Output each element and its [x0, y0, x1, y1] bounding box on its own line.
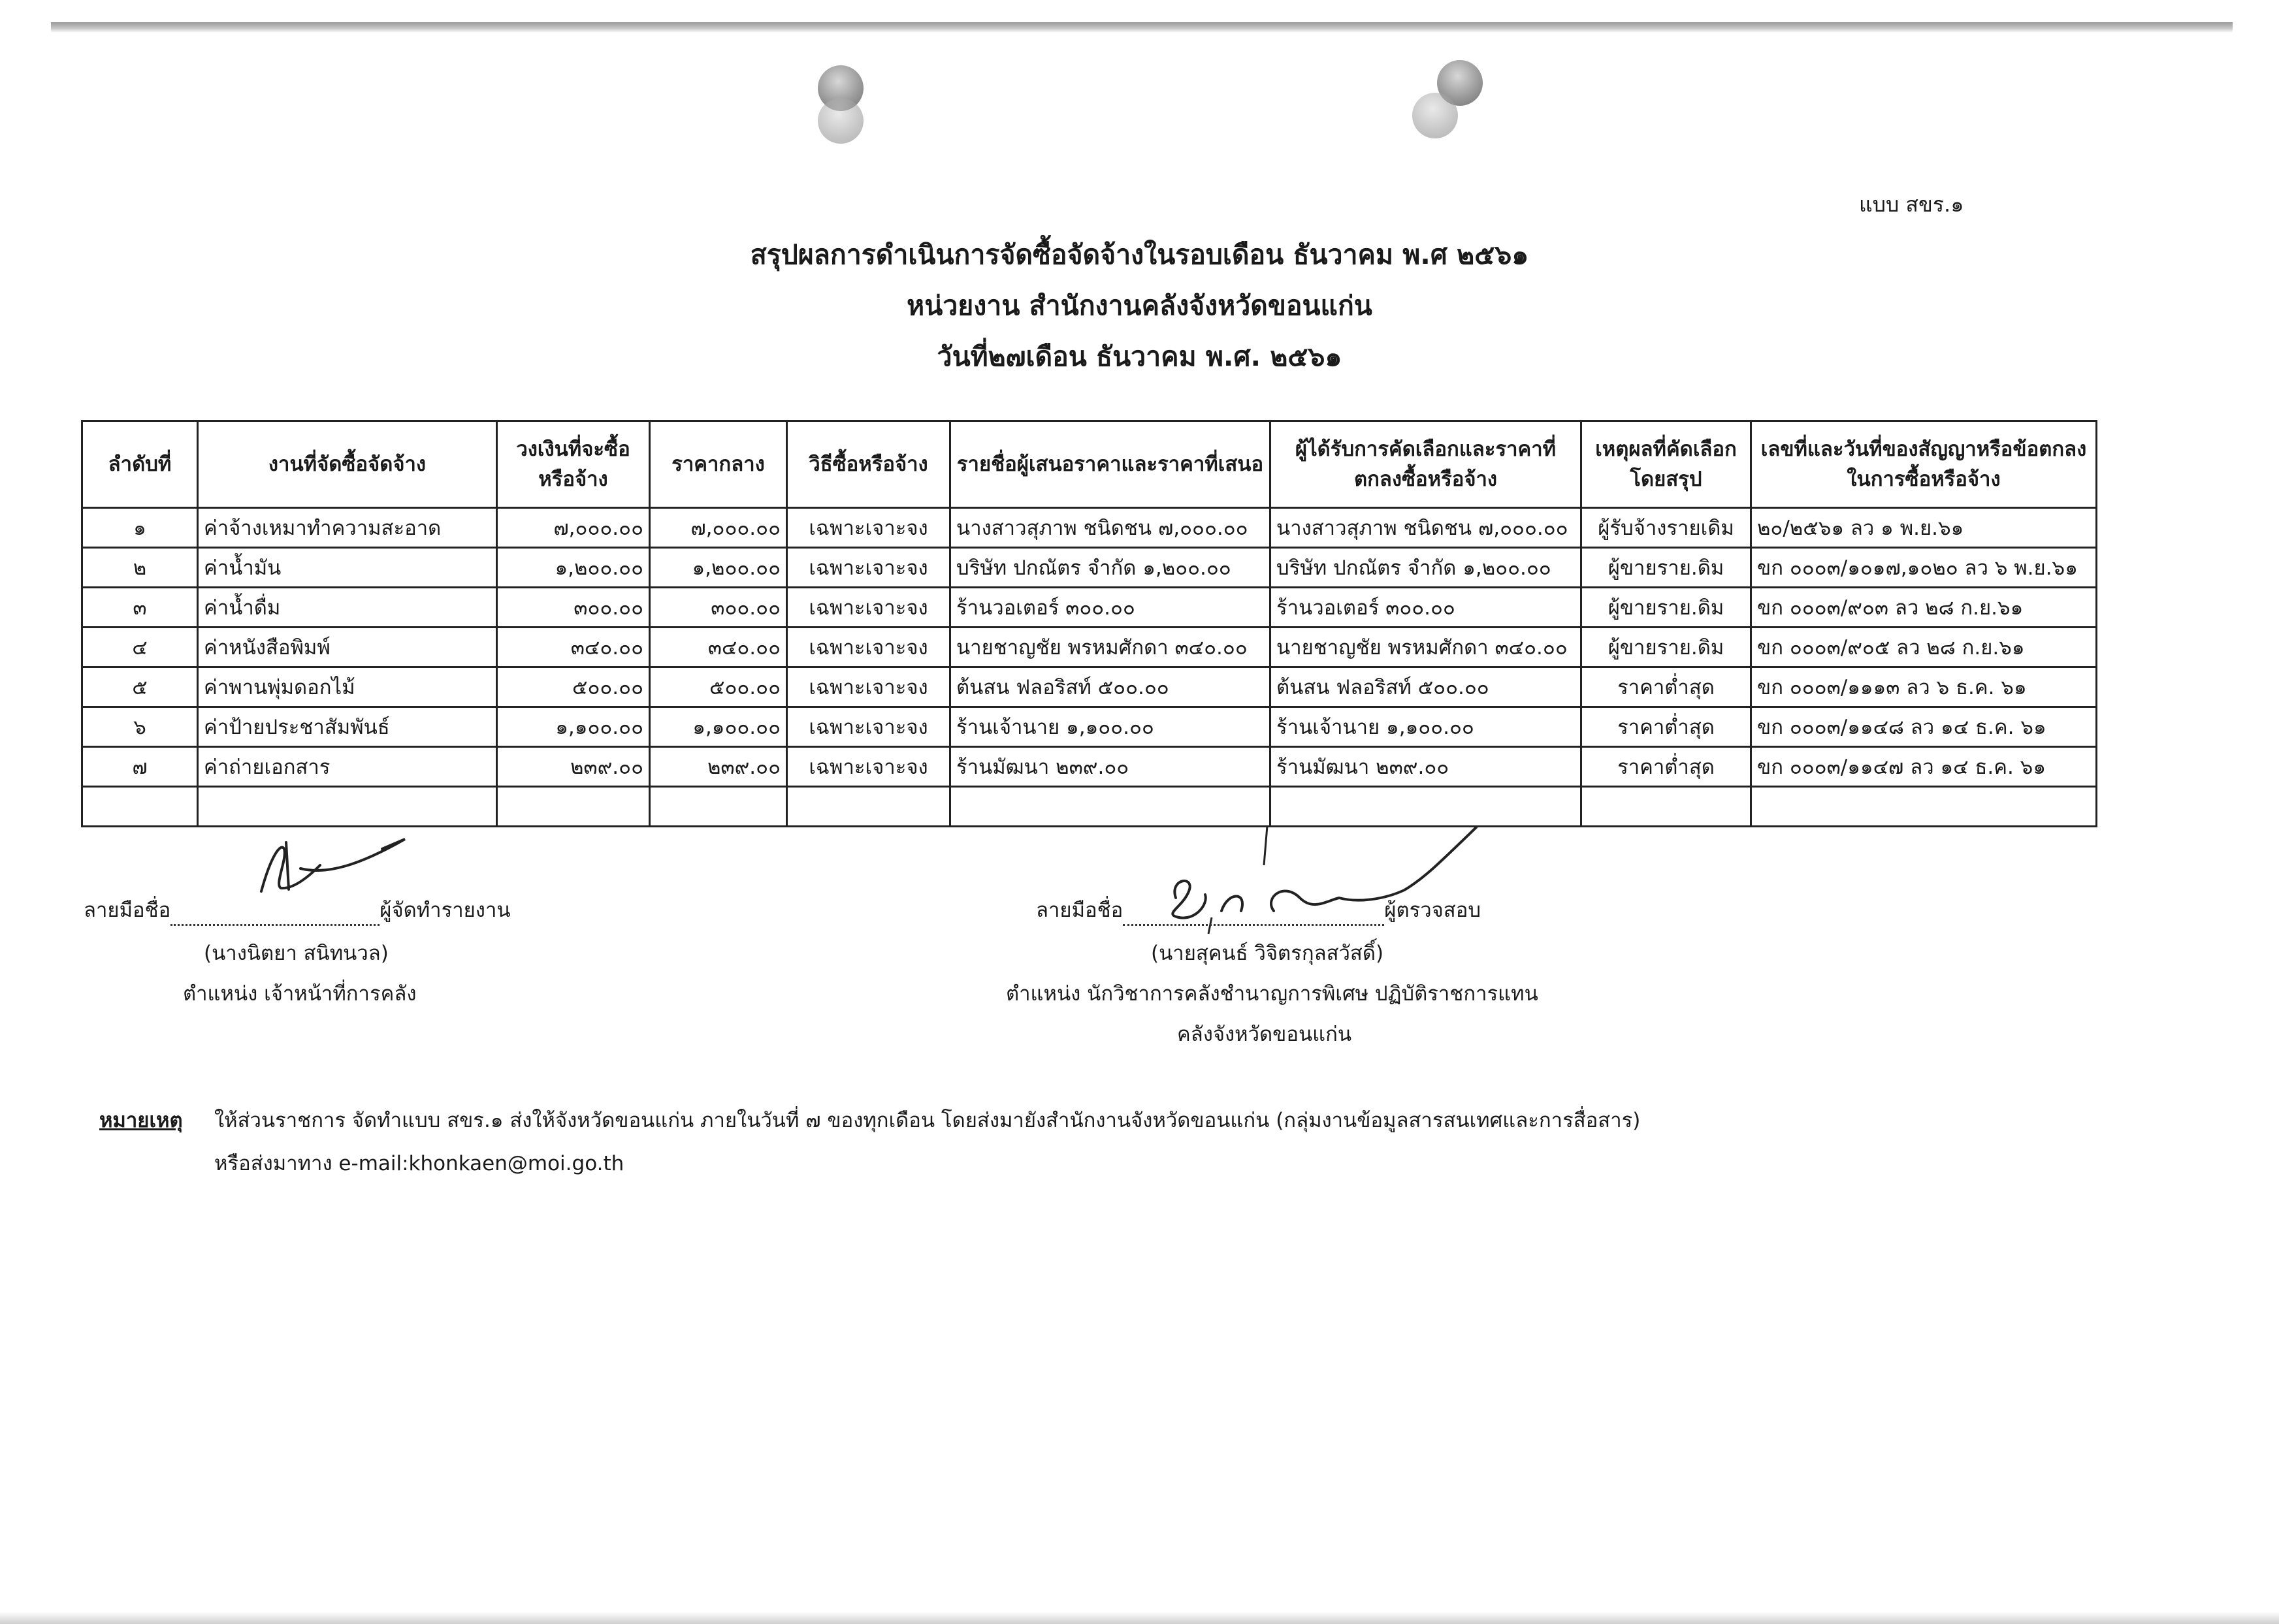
table-row-empty: [82, 787, 2097, 827]
cell-item: ค่าน้ำดื่ม: [198, 588, 497, 628]
remark-line-2: หรือส่งมาทาง e-mail:khonkaen@moi.go.th: [214, 1152, 624, 1175]
cell-seq: ๖: [82, 707, 198, 747]
form-code: แบบ สขร.๑: [1859, 192, 1964, 217]
table-row: [82, 747, 2097, 787]
date-line: วันที่๒๗เดือน ธันวาคม พ.ศ. ๒๕๖๑: [937, 341, 1342, 372]
cell-empty: [1581, 787, 1751, 827]
cell-item: ค่าน้ำมัน: [198, 548, 497, 588]
cell-bidders: นางสาวสุภาพ ชนิดชน ๗,๐๐๐.๐๐: [950, 508, 1270, 548]
cell-budget: ๑,๒๐๐.๐๐: [497, 548, 650, 588]
inspector-position: ตำแหน่ง นักวิชาการคลังชำนาญการพิเศษ ปฏิบัติราชการแทน: [1006, 982, 1538, 1006]
cell-contract: ขก ๐๐๐๓/๙๐๕ ลว ๒๘ ก.ย.๖๑: [1751, 628, 2097, 667]
header-contract: เลขที่และวันที่ของสัญญาหรือข้อตกลงในการซื้อหรือจ้าง: [1751, 421, 2097, 508]
cell-budget: ๒๓๙.๐๐: [497, 747, 650, 787]
agency-line: หน่วยงาน สำนักงานคลังจังหวัดขอนแก่น: [907, 290, 1372, 321]
table-header-row: [82, 421, 2097, 508]
cell-empty: [650, 787, 787, 827]
cell-selected: ต้นสน ฟลอริสท์ ๕๐๐.๐๐: [1270, 667, 1581, 707]
cell-empty: [787, 787, 950, 827]
cell-seq: ๕: [82, 667, 198, 707]
header-selected: ผู้ได้รับการคัดเลือกและราคาที่ตกลงซื้อหรือจ้าง: [1270, 421, 1581, 508]
remark-label: หมายเหตุ: [99, 1109, 183, 1132]
table-row: [82, 667, 2097, 707]
cell-item: ค่าหนังสือพิมพ์: [198, 628, 497, 667]
document-title: สรุปผลการดำเนินการจัดซื้อจัดจ้างในรอบเดือน ธันวาคม พ.ศ ๒๕๖๑: [750, 239, 1529, 270]
cell-budget: ๗,๐๐๐.๐๐: [497, 508, 650, 548]
cell-reason: ราคาต่ำสุด: [1581, 707, 1751, 747]
cell-item: ค่าพานพุ่มดอกไม้: [198, 667, 497, 707]
cell-reason: ราคาต่ำสุด: [1581, 747, 1751, 787]
table-row: [82, 707, 2097, 747]
cell-seq: ๗: [82, 747, 198, 787]
cell-item: ค่าจ้างเหมาทำความสะอาด: [198, 508, 497, 548]
cell-median-price: ๓๐๐.๐๐: [650, 588, 787, 628]
cell-budget: ๓๔๐.๐๐: [497, 628, 650, 667]
cell-method: เฉพาะเจาะจง: [787, 548, 950, 588]
cell-median-price: ๑,๑๐๐.๐๐: [650, 707, 787, 747]
cell-bidders: ร้านมัฒนา ๒๓๙.๐๐: [950, 747, 1270, 787]
cell-selected: ร้านเจ้านาย ๑,๑๐๐.๐๐: [1270, 707, 1581, 747]
cell-median-price: ๒๓๙.๐๐: [650, 747, 787, 787]
cell-reason: ผู้ขายราย.ดิม: [1581, 588, 1751, 628]
scan-edge-top: [51, 22, 2233, 33]
cell-reason: ผู้รับจ้างรายเดิม: [1581, 508, 1751, 548]
inspector-name: (นายสุคนธ์ วิจิตรกุลสวัสดิ์): [1151, 942, 1384, 965]
header-item: งานที่จัดซื้อจัดจ้าง: [198, 421, 497, 508]
cell-bidders: ร้านเจ้านาย ๑,๑๐๐.๐๐: [950, 707, 1270, 747]
cell-bidders: บริษัท ปกณัตร จำกัด ๑,๒๐๐.๐๐: [950, 548, 1270, 588]
cell-budget: ๑,๑๐๐.๐๐: [497, 707, 650, 747]
cell-method: เฉพาะเจาะจง: [787, 747, 950, 787]
reporter-signature-scribble: [248, 829, 418, 901]
cell-reason: ผู้ขายราย.ดิม: [1581, 628, 1751, 667]
cell-selected: บริษัท ปกณัตร จำกัด ๑,๒๐๐.๐๐: [1270, 548, 1581, 588]
cell-budget: ๓๐๐.๐๐: [497, 588, 650, 628]
table-row: [82, 548, 2097, 588]
inspector-signature-role: ผู้ตรวจสอบ: [1384, 899, 1481, 922]
table-row: [82, 588, 2097, 628]
cell-reason: ผู้ขายราย.ดิม: [1581, 548, 1751, 588]
header-method: วิธีซื้อหรือจ้าง: [787, 421, 950, 508]
remark-line-1: ให้ส่วนราชการ จัดทำแบบ สขร.๑ ส่งให้จังหวัดขอนแก่น ภายในวันที่ ๗ ของทุกเดือน โดยส่งมายังสำนักงานจังหวัดขอนแก่น (กลุ่มงานข้อมูลสารสนเทศและการสื่อสาร): [214, 1109, 1641, 1132]
inspector-signature-line: [1036, 893, 1481, 926]
cell-budget: ๕๐๐.๐๐: [497, 667, 650, 707]
table-row: [82, 628, 2097, 667]
cell-method: เฉพาะเจาะจง: [787, 628, 950, 667]
cell-seq: ๔: [82, 628, 198, 667]
cell-contract: ขก ๐๐๐๓/๙๐๓ ลว ๒๘ ก.ย.๖๑: [1751, 588, 2097, 628]
cell-bidders: นายชาญชัย พรหมศักดา ๓๔๐.๐๐: [950, 628, 1270, 667]
cell-bidders: ร้านวอเตอร์ ๓๐๐.๐๐: [950, 588, 1270, 628]
cell-method: เฉพาะเจาะจง: [787, 667, 950, 707]
reporter-signature-dots: [170, 924, 380, 926]
table-row: [82, 508, 2097, 548]
header-budget: วงเงินที่จะซื้อหรือจ้าง: [497, 421, 650, 508]
cell-method: เฉพาะเจาะจง: [787, 508, 950, 548]
cell-seq: ๓: [82, 588, 198, 628]
reporter-position: ตำแหน่ง เจ้าหน้าที่การคลัง: [183, 982, 417, 1006]
cell-empty: [497, 787, 650, 827]
reporter-signature-prefix: ลายมือชื่อ: [84, 899, 171, 922]
header-reason: เหตุผลที่คัดเลือกโดยสรุป: [1581, 421, 1751, 508]
reporter-signature-line: [84, 893, 511, 926]
cell-seq: ๑: [82, 508, 198, 548]
cell-contract: ขก ๐๐๐๓/๑๑๔๗ ลว ๑๔ ธ.ค. ๖๑: [1751, 747, 2097, 787]
cell-median-price: ๗,๐๐๐.๐๐: [650, 508, 787, 548]
reporter-name: (นางนิตยา สนิทนวล): [204, 942, 389, 965]
cell-contract: ขก ๐๐๐๓/๑๑๑๓ ลว ๖ ธ.ค. ๖๑: [1751, 667, 2097, 707]
header-seq: ลำดับที่: [82, 421, 198, 508]
cell-selected: ร้านวอเตอร์ ๓๐๐.๐๐: [1270, 588, 1581, 628]
cell-contract: ขก ๐๐๐๓/๑๑๔๘ ลว ๑๔ ธ.ค. ๖๑: [1751, 707, 2097, 747]
cell-selected: นางสาวสุภาพ ชนิดชน ๗,๐๐๐.๐๐: [1270, 508, 1581, 548]
inspector-signature-dots: [1123, 924, 1384, 926]
cell-median-price: ๑,๒๐๐.๐๐: [650, 548, 787, 588]
procurement-summary-table: [81, 420, 2097, 827]
cell-contract: ขก ๐๐๐๓/๑๐๑๗,๑๐๒๐ ลว ๖ พ.ย.๖๑: [1751, 548, 2097, 588]
punch-hole-right-shadow: [1412, 93, 1458, 138]
cell-empty: [82, 787, 198, 827]
cell-empty: [198, 787, 497, 827]
inspector-position-line2: คลังจังหวัดขอนแก่น: [1177, 1023, 1352, 1046]
scan-edge-bottom: [0, 1612, 2279, 1624]
cell-item: ค่าถ่ายเอกสาร: [198, 747, 497, 787]
cell-seq: ๒: [82, 548, 198, 588]
cell-method: เฉพาะเจาะจง: [787, 588, 950, 628]
cell-median-price: ๓๔๐.๐๐: [650, 628, 787, 667]
cell-selected: นายชาญชัย พรหมศักดา ๓๔๐.๐๐: [1270, 628, 1581, 667]
cell-selected: ร้านมัฒนา ๒๓๙.๐๐: [1270, 747, 1581, 787]
reporter-signature-role: ผู้จัดทำรายงาน: [380, 899, 511, 922]
cell-reason: ราคาต่ำสุด: [1581, 667, 1751, 707]
inspector-signature-prefix: ลายมือชื่อ: [1036, 899, 1123, 922]
punch-hole-left-shadow: [818, 98, 864, 144]
header-median-price: ราคากลาง: [650, 421, 787, 508]
header-bidders: รายชื่อผู้เสนอราคาและราคาที่เสนอ: [950, 421, 1270, 508]
cell-contract: ๒๐/๒๕๖๑ ลว ๑ พ.ย.๖๑: [1751, 508, 2097, 548]
cell-item: ค่าป้ายประชาสัมพันธ์: [198, 707, 497, 747]
cell-method: เฉพาะเจาะจง: [787, 707, 950, 747]
cell-median-price: ๕๐๐.๐๐: [650, 667, 787, 707]
cell-empty: [1751, 787, 2097, 827]
cell-bidders: ต้นสน ฟลอริสท์ ๕๐๐.๐๐: [950, 667, 1270, 707]
